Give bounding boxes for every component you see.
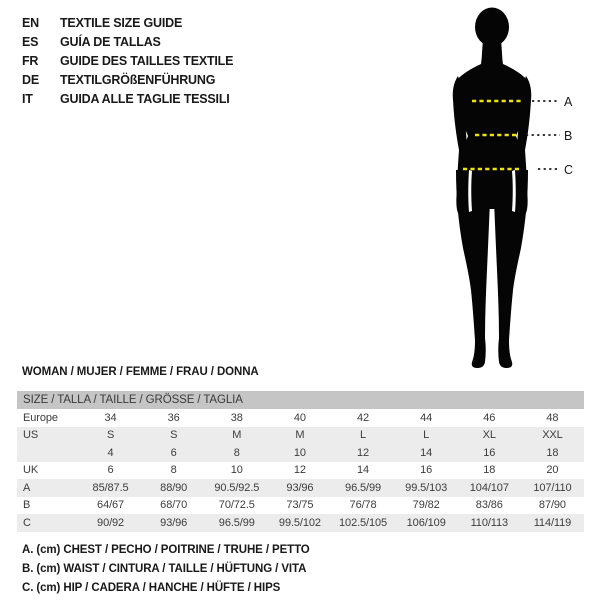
size-cell: 99.5/102 [278, 516, 321, 529]
size-cell: 79/82 [412, 499, 440, 512]
silhouette-shapes [453, 8, 532, 369]
language-list [22, 13, 233, 108]
table-row [17, 444, 584, 462]
measurement-legend [22, 541, 310, 598]
size-cell: L [423, 429, 430, 442]
legend-line: B. (cm) WAIST / CINTURA / TAILLE / HÜFTUNG / VITA [22, 563, 307, 575]
table-row [17, 462, 584, 480]
size-cell: 4 [107, 446, 114, 459]
size-cell: 99.5/103 [405, 481, 448, 494]
marker-label-a: A [564, 95, 573, 109]
table-row [17, 427, 584, 445]
table-row [17, 497, 584, 515]
size-cell: 90.5/92.5 [214, 481, 260, 494]
language-label: GUÍA DE TALLAS [60, 34, 161, 49]
size-cell: 114/119 [533, 516, 572, 529]
size-cell: XL [482, 429, 496, 442]
size-cell: 42 [357, 411, 370, 424]
language-row [22, 51, 233, 70]
body-figure [420, 0, 598, 374]
size-cell: 104/107 [469, 481, 509, 494]
size-cell: M [295, 429, 305, 442]
size-cell: 93/96 [286, 481, 314, 494]
size-cell: 44 [420, 411, 433, 424]
language-label: GUIDA ALLE TAGLIE TESSILI [60, 91, 230, 106]
row-label: US [23, 429, 39, 442]
size-cell: 14 [357, 464, 370, 477]
marker-label-b: B [564, 129, 573, 143]
size-cell: 68/70 [160, 499, 188, 512]
size-cell: 85/87.5 [92, 481, 129, 494]
size-cell: 38 [230, 411, 243, 424]
size-cell: 93/96 [160, 516, 188, 529]
language-row [22, 32, 233, 51]
language-row [22, 13, 233, 32]
size-cell: 107/110 [533, 481, 572, 494]
language-label: TEXTILGRÖßENFÜHRUNG [60, 72, 216, 87]
table-header-row [17, 391, 584, 409]
language-code: DE [22, 72, 39, 87]
legend-line: A. (cm) CHEST / PECHO / POITRINE / TRUHE / PETTO [22, 544, 310, 556]
size-cell: 90/92 [97, 516, 125, 529]
table-header: SIZE / TALLA / TAILLE / GRÖSSE / TAGLIA [17, 391, 584, 409]
language-code: EN [22, 15, 39, 30]
size-cell: 70/72.5 [218, 499, 255, 512]
size-cell: 10 [293, 446, 306, 459]
size-table [17, 391, 584, 532]
woman-silhouette-icon [420, 0, 598, 374]
row-label: B [23, 499, 31, 512]
size-cell: 40 [293, 411, 306, 424]
row-label [17, 444, 79, 462]
size-cell: 48 [546, 411, 559, 424]
language-code: FR [22, 53, 39, 68]
row-label: C [23, 516, 31, 529]
size-cell: S [106, 429, 115, 442]
size-table-body [17, 409, 584, 532]
size-cell: 12 [293, 464, 306, 477]
row-label: UK [23, 464, 39, 477]
size-cell: XXL [542, 429, 563, 442]
size-cell: 102.5/105 [339, 516, 388, 529]
size-cell: 106/109 [406, 516, 446, 529]
size-cell: 20 [546, 464, 559, 477]
size-cell: 76/78 [349, 499, 377, 512]
size-cell: 10 [230, 464, 243, 477]
language-code: IT [22, 91, 33, 106]
size-cell: 110/113 [470, 516, 509, 529]
size-cell: 14 [420, 446, 433, 459]
size-cell: 16 [420, 464, 433, 477]
size-cell: M [232, 429, 242, 442]
size-cell: 6 [170, 446, 177, 459]
size-cell: 34 [104, 411, 117, 424]
language-row [22, 89, 233, 108]
legend-line: C. (cm) HIP / CADERA / HANCHE / HÜFTE / HIPS [22, 582, 281, 594]
size-cell: 96.5/99 [218, 516, 255, 529]
table-row [17, 479, 584, 497]
size-cell: 73/75 [286, 499, 314, 512]
size-cell: 87/90 [538, 499, 566, 512]
marker-label-c: C [564, 163, 574, 177]
size-cell: 18 [483, 464, 496, 477]
size-cell: 96.5/99 [345, 481, 382, 494]
size-cell: 64/67 [97, 499, 125, 512]
size-cell: 8 [170, 464, 177, 477]
table-row [17, 514, 584, 532]
section-title: WOMAN / MUJER / FEMME / FRAU / DONNA [22, 366, 259, 378]
size-cell: 18 [546, 446, 559, 459]
size-cell: L [360, 429, 367, 442]
size-cell: 88/90 [160, 481, 188, 494]
language-label: GUIDE DES TAILLES TEXTILE [60, 53, 234, 68]
size-cell: 6 [107, 464, 114, 477]
leader-dot-lines [526, 101, 560, 169]
language-code: ES [22, 34, 39, 49]
size-cell: 36 [167, 411, 180, 424]
language-row [22, 70, 233, 89]
size-cell: 12 [357, 446, 370, 459]
size-cell: S [170, 429, 178, 442]
size-cell: 16 [483, 446, 496, 459]
language-label: TEXTILE SIZE GUIDE [60, 15, 183, 30]
size-cell: 46 [483, 411, 496, 424]
table-row [17, 409, 584, 427]
row-label: Europe [23, 411, 58, 424]
size-cell: 8 [233, 446, 240, 459]
row-label: A [23, 481, 31, 494]
size-cell: 83/86 [475, 499, 503, 512]
